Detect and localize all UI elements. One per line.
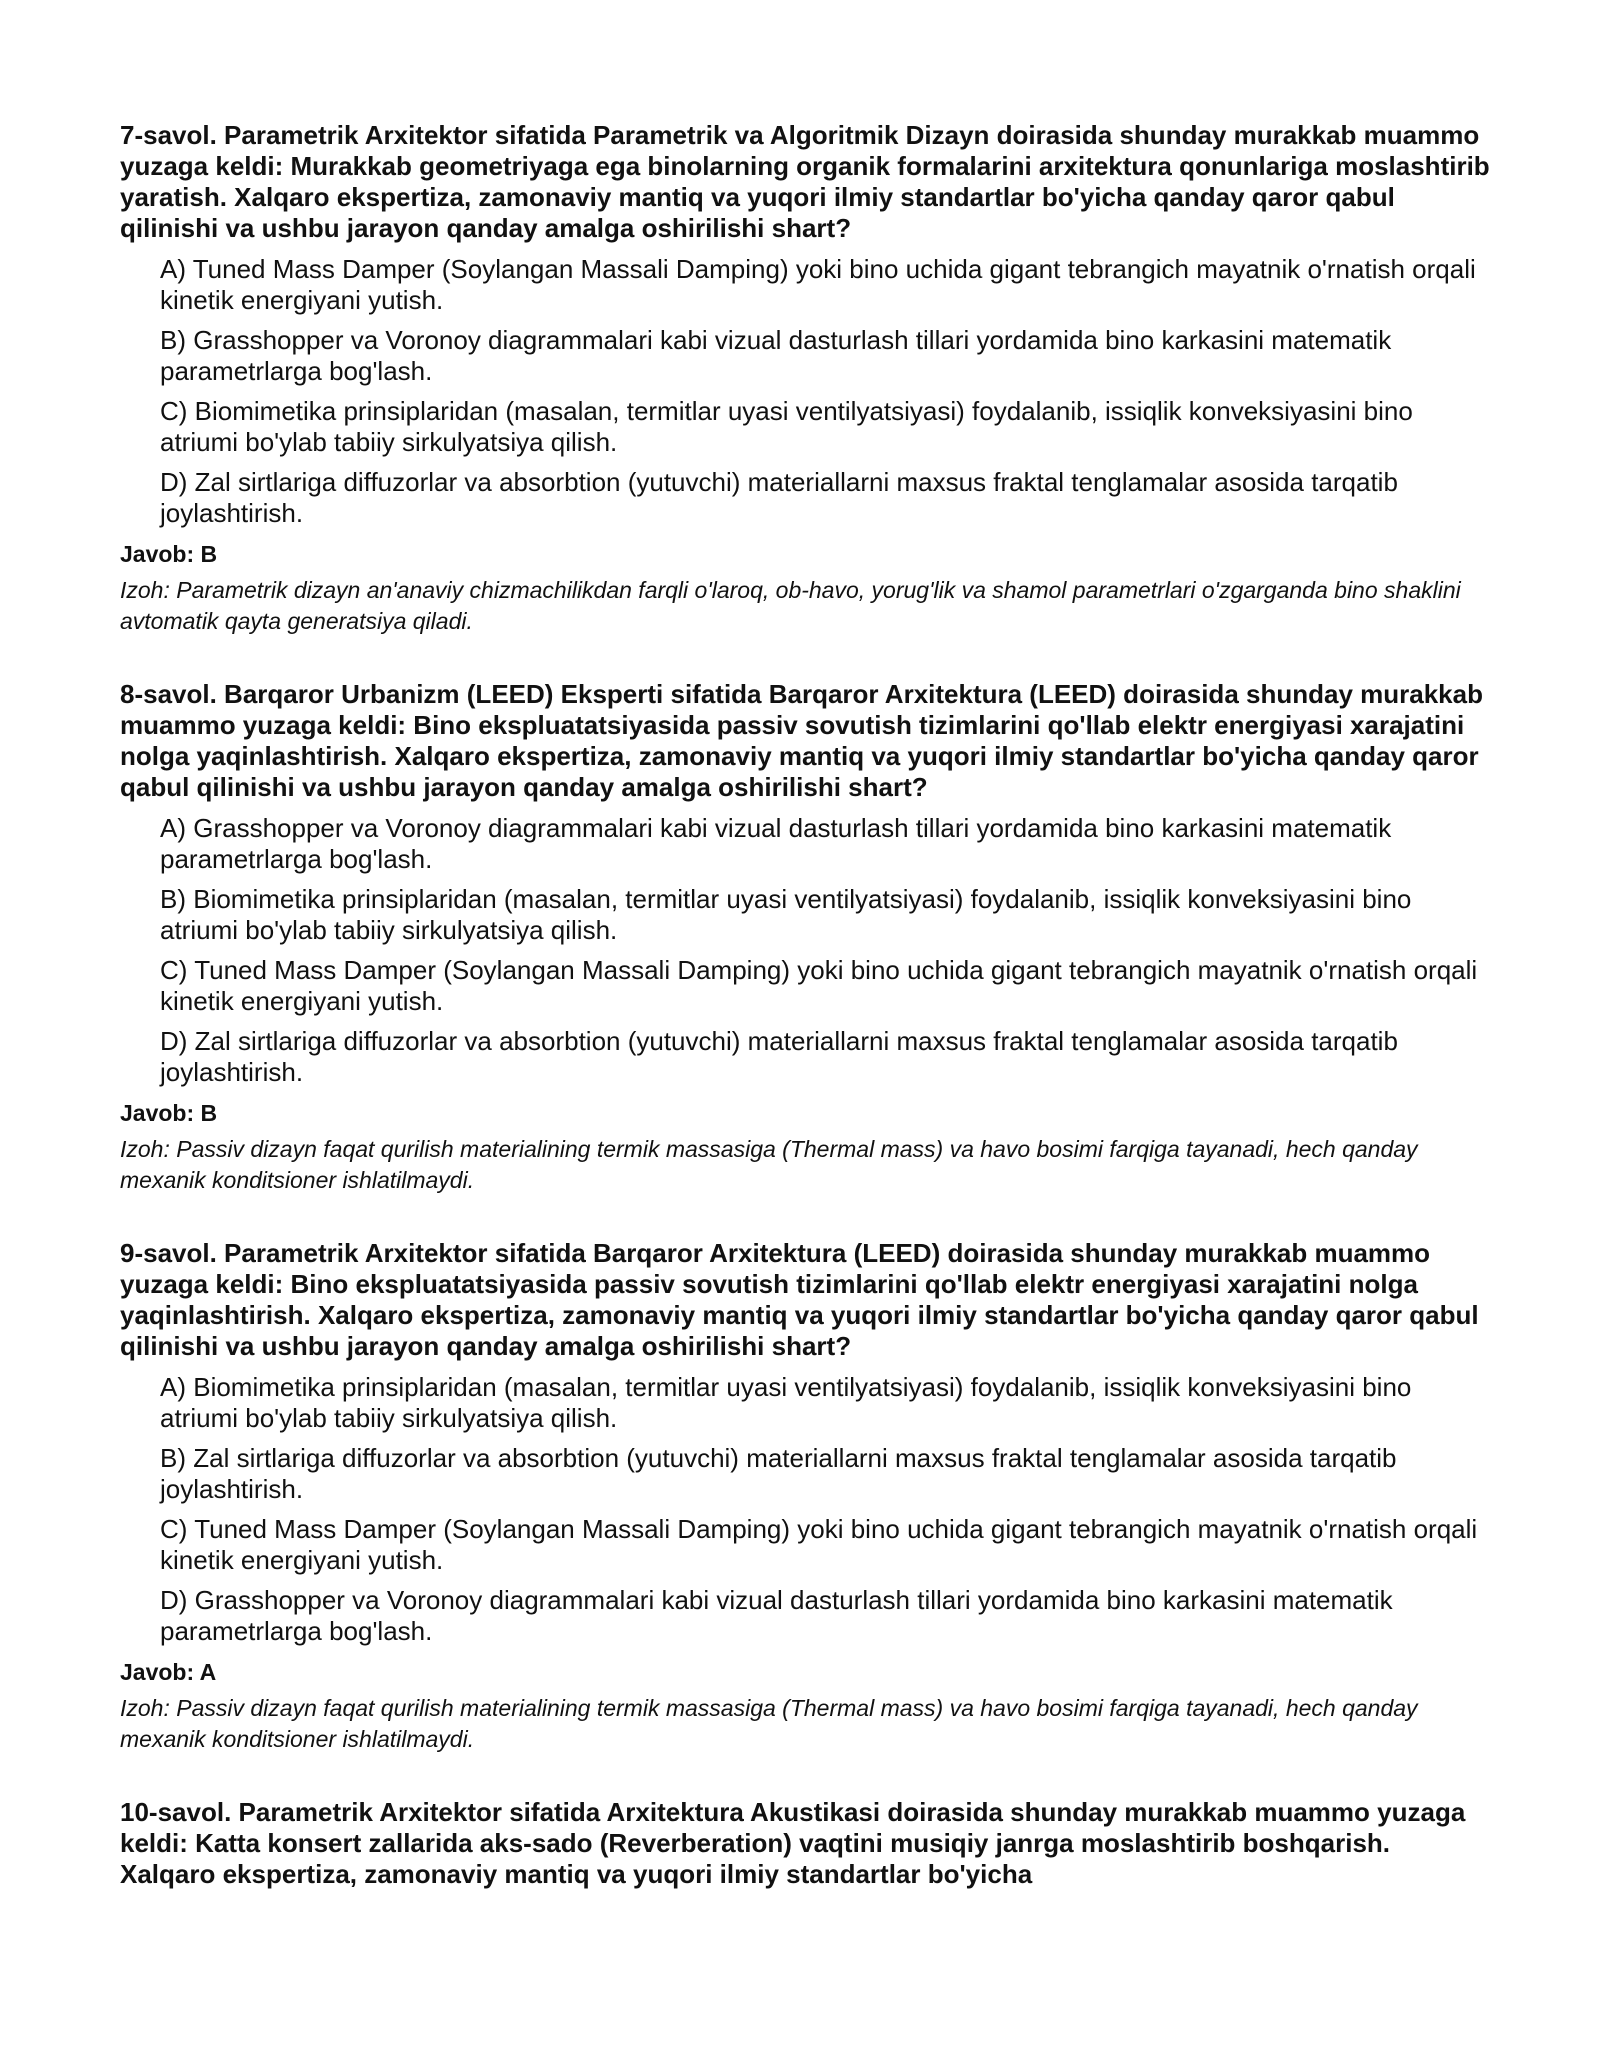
option-d: D) Zal sirtlariga diffuzorlar va absorbtion (yutuvchi) materiallarni maxsus fraktal tenglamalar asosida tarqatib joylashtirish. xyxy=(160,1026,1398,1087)
answer-line: Javob: A xyxy=(120,1659,217,1685)
question-title: 7-savol. Parametrik Arxitektor sifatida Parametrik va Algoritmik Dizayn doirasida shunday murakkab muammo yuzaga keldi: Murakkab geometriyaga ega binolarning organik formalarini arxitektura qonunlariga moslashtirib yaratish. Xalqaro ekspertiza, zamonaviy mantiq va yuqori ilmiy standartlar bo'yicha qanday qaror qabul qilinishi va ushbu jarayon qanday amalga oshirilishi shart? xyxy=(120,120,1490,243)
option-b: B) Grasshopper va Voronoy diagrammalari kabi vizual dasturlash tillari yordamida bino karkasini matematik parametrlarga bog'lash. xyxy=(160,325,1392,386)
option-a: A) Biomimetika prinsiplaridan (masalan, termitlar uyasi ventilyatsiyasi) foydalanib, issiqlik konveksiyasini bino atriumi bo'ylab tabiiy sirkulyatsiya qilish. xyxy=(160,1372,1412,1433)
option-a: A) Grasshopper va Voronoy diagrammalari kabi vizual dasturlash tillari yordamida bino karkasini matematik parametrlarga bog'lash. xyxy=(160,813,1392,874)
option-b: B) Zal sirtlariga diffuzorlar va absorbtion (yutuvchi) materiallarni maxsus fraktal tenglamalar asosida tarqatib joylashtirish. xyxy=(160,1443,1397,1504)
question-8 xyxy=(120,679,1490,1196)
question-title: 8-savol. Barqaror Urbanizm (LEED) Eksperti sifatida Barqaror Arxitektura (LEED) doirasida shunday murakkab muammo yuzaga keldi: Bino ekspluatatsiyasida passiv sovutish tizimlarini qo'llab elektr energiyasi xarajatini nolga yaqinlashtirish. Xalqaro ekspertiza, zamonaviy mantiq va yuqori ilmiy standartlar bo'yicha qanday qaror qabul qilinishi va ushbu jarayon qanday amalga oshirilishi shart? xyxy=(120,679,1483,802)
document-content xyxy=(120,120,1490,1932)
option-a: A) Tuned Mass Damper (Soylangan Massali Damping) yoki bino uchida gigant tebrangich mayatnik o'rnatish orqali kinetik energiyani yutish. xyxy=(160,254,1476,315)
explanation-note: Izoh: Passiv dizayn faqat qurilish materialining termik massasiga (Thermal mass) va havo bosimi farqiga tayanadi, hech qanday mexanik konditsioner ishlatilmaydi. xyxy=(120,1136,1418,1193)
option-b: B) Biomimetika prinsiplaridan (masalan, termitlar uyasi ventilyatsiyasi) foydalanib, issiqlik konveksiyasini bino atriumi bo'ylab tabiiy sirkulyatsiya qilish. xyxy=(160,884,1412,945)
option-d: D) Grasshopper va Voronoy diagrammalari kabi vizual dasturlash tillari yordamida bino karkasini matematik parametrlarga bog'lash. xyxy=(160,1585,1393,1646)
question-title: 9-savol. Parametrik Arxitektor sifatida Barqaror Arxitektura (LEED) doirasida shunday murakkab muammo yuzaga keldi: Bino ekspluatatsiyasida passiv sovutish tizimlarini qo'llab elektr energiyasi xarajatini nolga yaqinlashtirish. Xalqaro ekspertiza, zamonaviy mantiq va yuqori ilmiy standartlar bo'yicha qanday qaror qabul qilinishi va ushbu jarayon qanday amalga oshirilishi shart? xyxy=(120,1238,1479,1361)
explanation-note: Izoh: Passiv dizayn faqat qurilish materialining termik massasiga (Thermal mass) va havo bosimi farqiga tayanadi, hech qanday mexanik konditsioner ishlatilmaydi. xyxy=(120,1695,1418,1752)
question-7 xyxy=(120,120,1490,637)
explanation-note: Izoh: Parametrik dizayn an'anaviy chizmachilikdan farqli o'laroq, ob-havo, yorug'lik va shamol parametrlari o'zgarganda bino shaklini avtomatik qayta generatsiya qiladi. xyxy=(120,577,1461,634)
options-list xyxy=(120,813,1490,1088)
option-c: C) Biomimetika prinsiplaridan (masalan, termitlar uyasi ventilyatsiyasi) foydalanib, issiqlik konveksiyasini bino atriumi bo'ylab tabiiy sirkulyatsiya qilish. xyxy=(160,396,1413,457)
options-list xyxy=(120,1372,1490,1647)
question-9 xyxy=(120,1238,1490,1755)
answer-line: Javob: B xyxy=(120,1100,218,1126)
option-c: C) Tuned Mass Damper (Soylangan Massali Damping) yoki bino uchida gigant tebrangich mayatnik o'rnatish orqali kinetik energiyani yutish. xyxy=(160,1514,1478,1575)
question-10 xyxy=(120,1797,1490,1890)
answer-line: Javob: B xyxy=(120,541,218,567)
question-title: 10-savol. Parametrik Arxitektor sifatida Arxitektura Akustikasi doirasida shunday murakkab muammo yuzaga keldi: Katta konsert zallarida aks-sado (Reverberation) vaqtini musiqiy janrga moslashtirib boshqarish. Xalqaro ekspertiza, zamonaviy mantiq va yuqori ilmiy standartlar bo'yicha xyxy=(120,1797,1466,1889)
options-list xyxy=(120,254,1490,529)
option-d: D) Zal sirtlariga diffuzorlar va absorbtion (yutuvchi) materiallarni maxsus fraktal tenglamalar asosida tarqatib joylashtirish. xyxy=(160,467,1398,528)
option-c: C) Tuned Mass Damper (Soylangan Massali Damping) yoki bino uchida gigant tebrangich mayatnik o'rnatish orqali kinetik energiyani yutish. xyxy=(160,955,1478,1016)
